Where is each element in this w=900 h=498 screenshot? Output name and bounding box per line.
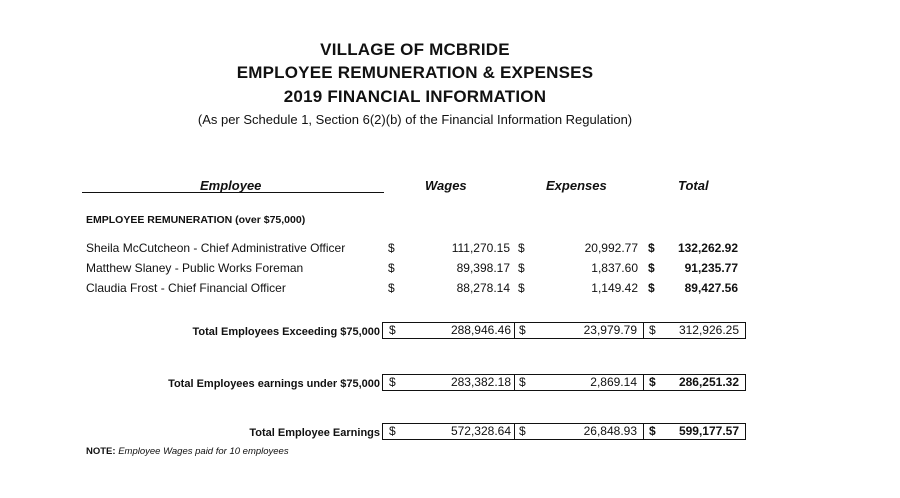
employee-total: 91,235.77	[684, 261, 738, 275]
employee-expenses: 20,992.77	[584, 241, 638, 255]
col-header-expenses: Expenses	[546, 178, 607, 193]
footnote-prefix: NOTE:	[86, 446, 116, 457]
footnote	[86, 446, 289, 457]
total-expenses: 2,869.14	[590, 375, 637, 389]
report-title-line3: 2019 FINANCIAL INFORMATION	[283, 87, 547, 106]
employee-wages: 89,398.17	[456, 261, 510, 275]
currency-symbol: $	[648, 281, 655, 295]
employee-name: Claudia Frost - Chief Financial Officer	[86, 281, 286, 295]
currency-symbol: $	[389, 424, 396, 438]
currency-symbol: $	[388, 281, 395, 295]
footnote-text: Employee Wages paid for 10 employees	[118, 446, 289, 457]
total-row-box	[382, 374, 746, 391]
currency-symbol: $	[648, 241, 655, 255]
cell-divider	[514, 323, 515, 338]
section-label: EMPLOYEE REMUNERATION (over $75,000)	[86, 214, 306, 226]
currency-symbol: $	[648, 261, 655, 275]
col-header-employee: Employee	[200, 178, 262, 193]
total-row-label: Total Employees earnings under $75,000	[168, 378, 380, 390]
cell-divider	[514, 375, 515, 390]
total-wages: 288,946.46	[450, 323, 511, 337]
employee-expenses: 1,149.42	[591, 281, 638, 295]
currency-symbol: $	[649, 375, 656, 389]
total-amount: 312,926.25	[678, 323, 739, 337]
employee-name: Sheila McCutcheon - Chief Administrative Officer	[86, 241, 346, 255]
employee-total: 132,262.92	[677, 241, 738, 255]
employee-expenses: 1,837.60	[591, 261, 638, 275]
currency-symbol: $	[519, 375, 526, 389]
cell-divider	[643, 375, 644, 390]
currency-symbol: $	[389, 323, 396, 337]
employee-total: 89,427.56	[684, 281, 738, 295]
report-title-line2: EMPLOYEE REMUNERATION & EXPENSES	[236, 63, 594, 82]
currency-symbol: $	[388, 241, 395, 255]
employee-wages: 88,278.14	[456, 281, 510, 295]
currency-symbol: $	[519, 323, 526, 337]
employee-header-rule	[82, 192, 384, 193]
col-header-total: Total	[678, 178, 709, 193]
cell-divider	[643, 424, 644, 439]
report-subtitle: (As per Schedule 1, Section 6(2)(b) of the Financial Information Regulation)	[197, 112, 633, 127]
total-expenses: 26,848.93	[583, 424, 637, 438]
currency-symbol: $	[518, 281, 525, 295]
currency-symbol: $	[649, 424, 656, 438]
total-row-label: Total Employee Earnings	[249, 427, 380, 439]
currency-symbol: $	[388, 261, 395, 275]
employee-name: Matthew Slaney - Public Works Foreman	[86, 261, 304, 275]
total-amount: 599,177.57	[678, 424, 739, 438]
report-title-line1: VILLAGE OF MCBRIDE	[320, 40, 510, 59]
currency-symbol: $	[519, 424, 526, 438]
employee-wages: 111,270.15	[451, 241, 510, 255]
total-wages: 572,328.64	[450, 424, 511, 438]
total-row-label: Total Employees Exceeding $75,000	[192, 326, 380, 338]
currency-symbol: $	[649, 323, 656, 337]
currency-symbol: $	[518, 241, 525, 255]
col-header-wages: Wages	[425, 178, 467, 193]
cell-divider	[514, 424, 515, 439]
total-wages: 283,382.18	[450, 375, 511, 389]
currency-symbol: $	[389, 375, 396, 389]
cell-divider	[643, 323, 644, 338]
total-row-box	[382, 423, 746, 440]
total-row-box	[382, 322, 746, 339]
currency-symbol: $	[518, 261, 525, 275]
total-expenses: 23,979.79	[583, 323, 637, 337]
total-amount: 286,251.32	[678, 375, 739, 389]
